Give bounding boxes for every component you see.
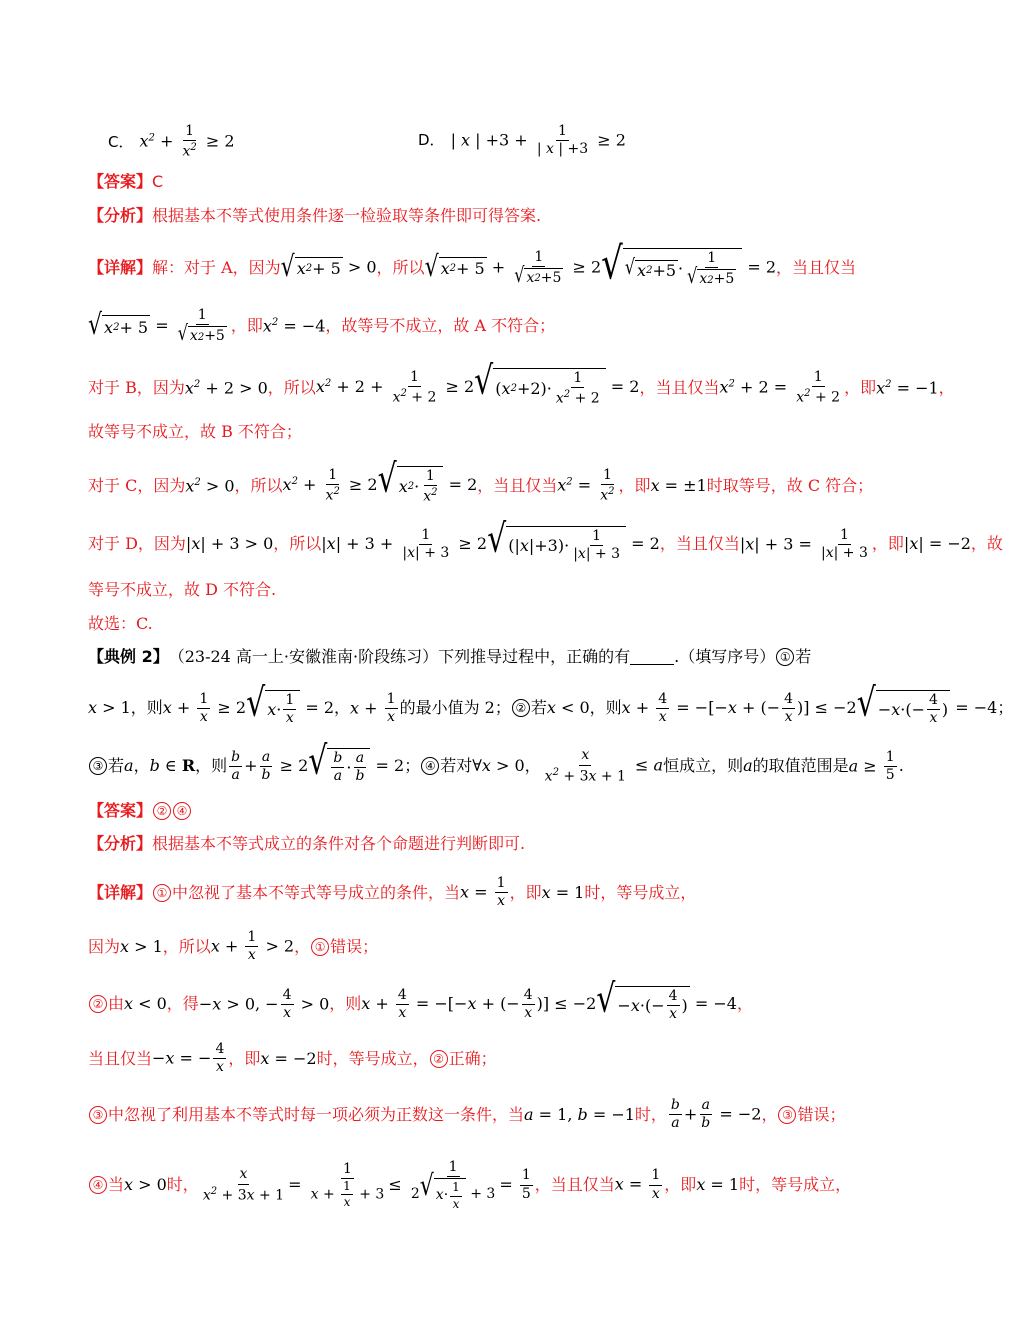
detail2-l1b: ，即 [509,882,542,902]
detail1-b-line1: 对于 B，因为 $x^2 + 2 > 0$ ，所以 $x^2 + 2$ + $\frac{1}{x^2 + 2}$ ≥ 2 √ ( x 2 +2)· 1 $x^2 + 2$ = 2 ，当且仅当 $x^2 + 2$ = $\frac{1}{x^2 + 2}$ ，即 $x^2 = -1$ ， [88,358,955,408]
circled-2: ② [512,699,530,717]
answer-blank[interactable] [630,650,674,665]
answer1-label: 【答案】 [88,172,153,191]
detail2-line4: 当且仅当 −x = − $\frac{4}{x}$ ，即 x = −2 时，等号成立， ② 正确； [88,1041,497,1076]
detail1-a-line1: 【详解】 解：对于 A，因为 √ x 2 + 5 > 0 ，所以 √ x 2 + 5 + 1 √ x 2 +5 ≥ 2 √ √ x 2 +5 · 1 √ x 2 +5 = 2 ，当且仅当 [88,238,857,291]
example2-q1c: ， [334,698,351,718]
detail1-a2: ，所以 [376,257,425,277]
detail2-l5c: ， [761,1104,778,1124]
detail2-l5b: 时， [634,1104,667,1124]
answer2-circled-2: ② [153,802,171,820]
detail1-d4: ，即 [871,534,904,554]
example2-q2a: 若 [530,698,547,718]
detail2-circled-2: ② [89,995,107,1013]
option-d-label: D． [418,131,445,150]
detail1-sel: 故选：C. [88,614,153,633]
detail1-b2: ，所以 [267,377,316,397]
detail2-l5-circled-3: ③ [778,1106,796,1124]
detail1-label: 【详解】 [88,257,153,277]
detail2-l2b: ，所以 [162,936,211,956]
analysis2-line [88,836,525,852]
detail1-c5: 时取等号，故 C 符合； [706,475,874,495]
detail2-line1: 【详解】 ① 中忽视了基本不等式等号成立的条件，当 x = $\frac{1}{x}$ ，即 x = 1 时，等号成立， [88,875,697,910]
detail1-d5: ，故 [970,534,1003,554]
detail1-a3: ，当且仅当 [776,257,857,277]
example2-q4b: 恒成立，则 [663,756,744,776]
detail2-l2a: 因为 [88,936,121,956]
detail2-line5: ③ 中忽视了利用基本不等式时每一项必须为正数这一条件，当 a = 1, b = −1 时， $\frac{b}{a}$ + $\frac{a}{b}$ = −2 ， ③ 错误； [88,1098,845,1132]
example2-tail: .（填写序号） [674,647,776,666]
detail1-select [88,616,153,632]
detail2-l1a: 中忽视了基本不等式等号成立的条件，当 [172,882,461,902]
detail1-d2: ，所以 [273,534,322,554]
detail2-l6e: 时，等号成立， [739,1175,852,1195]
detail2-l2-circled-1: ① [311,938,329,956]
detail1-c2: ，所以 [234,475,283,495]
detail2-l6a: 当 [108,1175,125,1195]
option-c [108,124,235,160]
detail1-b4: ，即 [844,377,877,397]
option-d-formula: | x | +3 + $\frac{1}{| x | +3}$ ≥ 2 [450,123,626,158]
example2-label: 【典例 2】 [88,647,169,666]
detail2-l4d: 正确； [448,1048,497,1068]
detail2-l5a: 中忽视了利用基本不等式时每一项必须为正数这一条件，当 [108,1104,525,1124]
analysis1-text: 根据基本不等式使用条件逐一检验取等条件即可得答案. [152,206,542,225]
detail2-l3a: 由 [108,994,125,1014]
example2-line2: x > 1 ，则 x + $\frac{1}{x}$ ≥ 2 √ x · 1 x = 2 ， x + $\frac{1}{x}$ 的最小值为 2； ② 若 x < 0 ，则 x + $\frac{4}{x}$ = −[−x + (− $\frac{4}{x}$ )] ≤ −2 √ − x ·(− $\frac{4}{x}$ ) = −4 ； [88,680,1013,727]
detail2-l6d: ，即 [664,1175,697,1195]
analysis1-line [88,208,541,224]
detail2-l3b: ，得 [166,994,199,1014]
option-c-formula: $x^2$ + $\frac{1}{x^2}$ ≥ 2 [139,123,235,161]
answer2-circled-4: ④ [173,802,191,820]
detail2-line6: ④ 当 x > 0 时， $\frac{x}{x^2 + 3x + 1}$ = 1 x + $\frac{1}{x}$ + 3 ≤ 1 2 √ x · 1 x + 3 = $\frac{1}{5}$ ，当且仅当 x = $\frac{1}{x}$ ，即 x = 1 时，等号成立， [88,1160,851,1211]
detail2-circled-4: ④ [89,1176,107,1194]
detail1-a4: ，即 [230,316,263,336]
detail1-c-line: 对于 C，因为 $x^2 > 0$ ，所以 $x^2$ + $\frac{1}{x^2}$ ≥ 2 √ x 2 · 1 $x^2$ = 2 ，当且仅当 $x^2$ = $\frac{1}{x^2}$ ，即 x = ±1 时取等号，故 C 符合； [88,456,874,506]
answer2-label: 【答案】 [88,801,153,820]
detail2-line3: ② 由 x < 0 ，得 −x > 0, − $\frac{4}{x}$ > 0 ，则 x + $\frac{4}{x}$ = −[−x + (− $\frac{4}{x}$ )] ≤ −2 √ − x ·(− $\frac{4}{x}$ ) = −4 ， [88,986,753,1023]
detail2-circled-3: ③ [89,1106,107,1124]
detail2-line2: 因为 x > 1 ，所以 x + $\frac{1}{x}$ > 2 ， ① 错误； [88,929,379,964]
example2-q3a: 若 [108,756,125,776]
circled-3: ③ [89,757,107,775]
example2-q4a: 若对 [440,756,473,776]
detail2-l6c: ，当且仅当 [534,1175,615,1195]
example2-q1a: 若 [795,647,812,666]
analysis1-label: 【分析】 [88,206,153,225]
detail1-b5: 故等号不成立，故 B 不符合； [88,422,302,441]
example2-line3: ③ 若 a ， b ∈ R ，则 $\frac{b}{a}$ + $\frac{a}{b}$ ≥ 2 √ b a · a b = 2 ； ④ 若对 ∀x > 0 ， $\frac{x}{x^2 + 3x + 1}$ ≤ a 恒成立，则 a 的取值范围是 a ≥ $\frac{1}{5}$ . [88,748,904,785]
detail2-l4-circled-2: ② [430,1050,448,1068]
detail1-b1: 对于 B，因为 [88,377,185,397]
detail1-b3: ，当且仅当 [639,377,720,397]
detail1-a5: ，故等号不成立，故 A 不符合； [325,316,556,336]
analysis2-label: 【分析】 [88,834,153,853]
detail1-b-line2 [88,424,302,440]
detail2-l1c: 时，等号成立， [584,882,697,902]
detail2-l5d: 错误； [797,1104,846,1124]
example2-header [88,648,811,666]
detail2-l4c: 时，等号成立， [316,1048,429,1068]
detail2-l6b: 时， [166,1175,199,1195]
detail2-l4b: ，即 [228,1048,261,1068]
detail2-circled-1: ① [153,884,171,902]
detail1-d3: ，当且仅当 [659,534,740,554]
detail2-l2d: 错误； [330,936,379,956]
detail1-d6: 等号不成立，故 D 不符合. [88,580,277,599]
circled-4: ④ [421,757,439,775]
detail1-c4: ，即 [618,475,651,495]
option-c-label: C． [108,132,134,151]
detail1-d-line1: 对于 D，因为 |x| + 3 > 0 ，所以 |x| + 3 + $\frac{1}{|x| + 3}$ ≥ 2 √ (| x |+3)· 1 |x| + 3 = 2 ，当且仅当 |x| + 3 = $\frac{1}{|x| + 3}$ ，即 |x| = −2 ，故 [88,516,1003,563]
detail2-l3c: ，则 [329,994,362,1014]
example2-q1b: ，则 [130,698,163,718]
circled-1: ① [776,648,794,666]
detail1-a-line2: √ x 2 + 5 = 1 √ x 2 +5 ，即 $x^2 = -4$ ，故等号不成立，故 A 不符合； [88,307,556,346]
analysis2-text: 根据基本不等式成立的条件对各个命题进行判断即可. [152,834,526,853]
example2-source: （23-24 高一上·安徽淮南·阶段练习）下列推导过程中，正确的有 [168,647,631,666]
answer1-line [88,174,163,190]
detail2-label: 【详解】 [88,882,153,902]
answer2-line [88,802,192,820]
option-d [418,124,626,158]
example2-q2b: ，则 [589,698,622,718]
detail1-c1: 对于 C，因为 [88,475,186,495]
detail1-c3: ，当且仅当 [477,475,558,495]
detail1-d1: 对于 D，因为 [88,534,186,554]
example2-q1d: 的最小值为 2； [399,698,511,718]
detail1-a1: 解：对于 A，因为 [152,257,281,277]
example2-q4c: 的取值范围是 [752,756,849,776]
example2-q3b: ，则 [195,756,228,776]
detail2-l4a: 当且仅当 [88,1048,153,1068]
detail1-d-line2 [88,582,276,598]
detail2-l2c: ， [294,936,311,956]
answer1-value: C [152,172,164,191]
